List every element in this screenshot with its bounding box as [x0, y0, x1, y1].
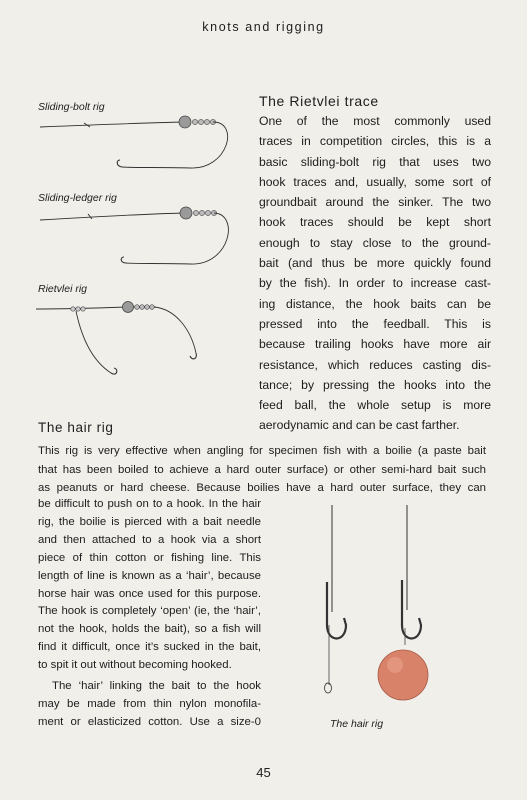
rietvlei-trace-body	[259, 111, 491, 436]
hair-rig-caption: The hair rig	[330, 718, 384, 730]
sliding-ledger-rig-illustration	[40, 200, 270, 270]
body-line: ing distance, the hook baits can be	[259, 296, 491, 311]
body-line: One of the most commonly used	[259, 114, 491, 128]
body-line: hook traces should be kept short	[259, 215, 491, 230]
sliding-bolt-rig-illustration	[40, 110, 270, 180]
boilie-bait	[378, 650, 428, 700]
hair-rig-illustration	[310, 500, 460, 710]
body-line: by the fish). In order to increase cast-	[259, 276, 491, 291]
body-line: tance; by pressing the hooks into the	[259, 377, 491, 392]
body-line: and then attached to a hook via a short	[38, 533, 261, 546]
body-line: ment or elasticized cotton. Use a size-0	[38, 715, 261, 728]
body-line: enough to stay close to the ground-	[259, 235, 491, 250]
sliding-ledger-rig-label: Sliding-ledger rig	[38, 192, 117, 204]
body-line: The ‘hair’ linking the bait to the hook	[52, 680, 261, 693]
hair-rig-intro	[38, 442, 486, 498]
body-line: basic sliding-bolt rig that uses two	[259, 154, 491, 169]
body-line: not the hook, holds the bait), so a fish will	[38, 623, 261, 636]
body-line: aerodynamic and can be cast farther.	[259, 418, 460, 433]
body-line: hook traces and, usually, some sort of	[259, 174, 491, 189]
body-line: feed ball, the whole setup is more	[259, 398, 491, 413]
hair-rig-heading: The hair rig	[38, 420, 114, 435]
body-line: piece of thin cotton or fishing line. This	[38, 551, 261, 564]
body-line: pressed into the feedball. This is	[259, 316, 491, 331]
sliding-bolt-rig-label: Sliding-bolt rig	[38, 101, 105, 113]
body-line: bait (and thus be more quickly found	[259, 256, 491, 271]
body-line: to spit it out without becoming hooked.	[38, 659, 232, 672]
hair-rig-body-left	[38, 496, 261, 732]
body-line: This rig is very effective when angling for specimen fish with a boilie (a paste bait	[38, 445, 486, 457]
body-line: may be made from thin nylon monofila-	[38, 697, 261, 710]
page-number: 45	[256, 765, 271, 780]
rietvlei-trace-heading: The Rietvlei trace	[259, 93, 379, 109]
body-line: find it difficult, once it’s sucked in the bait,	[38, 641, 261, 654]
body-line: horse hair was once used for this purpose.	[38, 587, 261, 600]
rietvlei-rig-label: Rietvlei rig	[38, 283, 88, 295]
body-line: be difficult to push on to a hook. In the hair	[38, 498, 261, 510]
rietvlei-rig-illustration	[36, 295, 266, 385]
body-line: that has been boiled to achieve a hard outer surface) or other semi-hard bait such	[38, 463, 486, 476]
running-head: knots and rigging	[202, 20, 325, 34]
body-line: length of line is known as a ‘hair’, because	[38, 569, 261, 582]
body-line: because trailing hooks have more air	[259, 337, 491, 352]
body-line: rig, the boilie is pierced with a bait needle	[38, 515, 261, 528]
body-line: as peanuts or hard cheese. Because boilies have a hard outer surface, they can	[38, 482, 486, 494]
body-line: traces in competition circles, this is a	[259, 134, 491, 149]
body-line: resistance, which reduces casting dis-	[259, 357, 491, 372]
body-line: The hook is completely ‘open’ (ie, the ‘hair’,	[38, 605, 261, 618]
body-line: groundbait around the sinker. The two	[259, 195, 491, 210]
